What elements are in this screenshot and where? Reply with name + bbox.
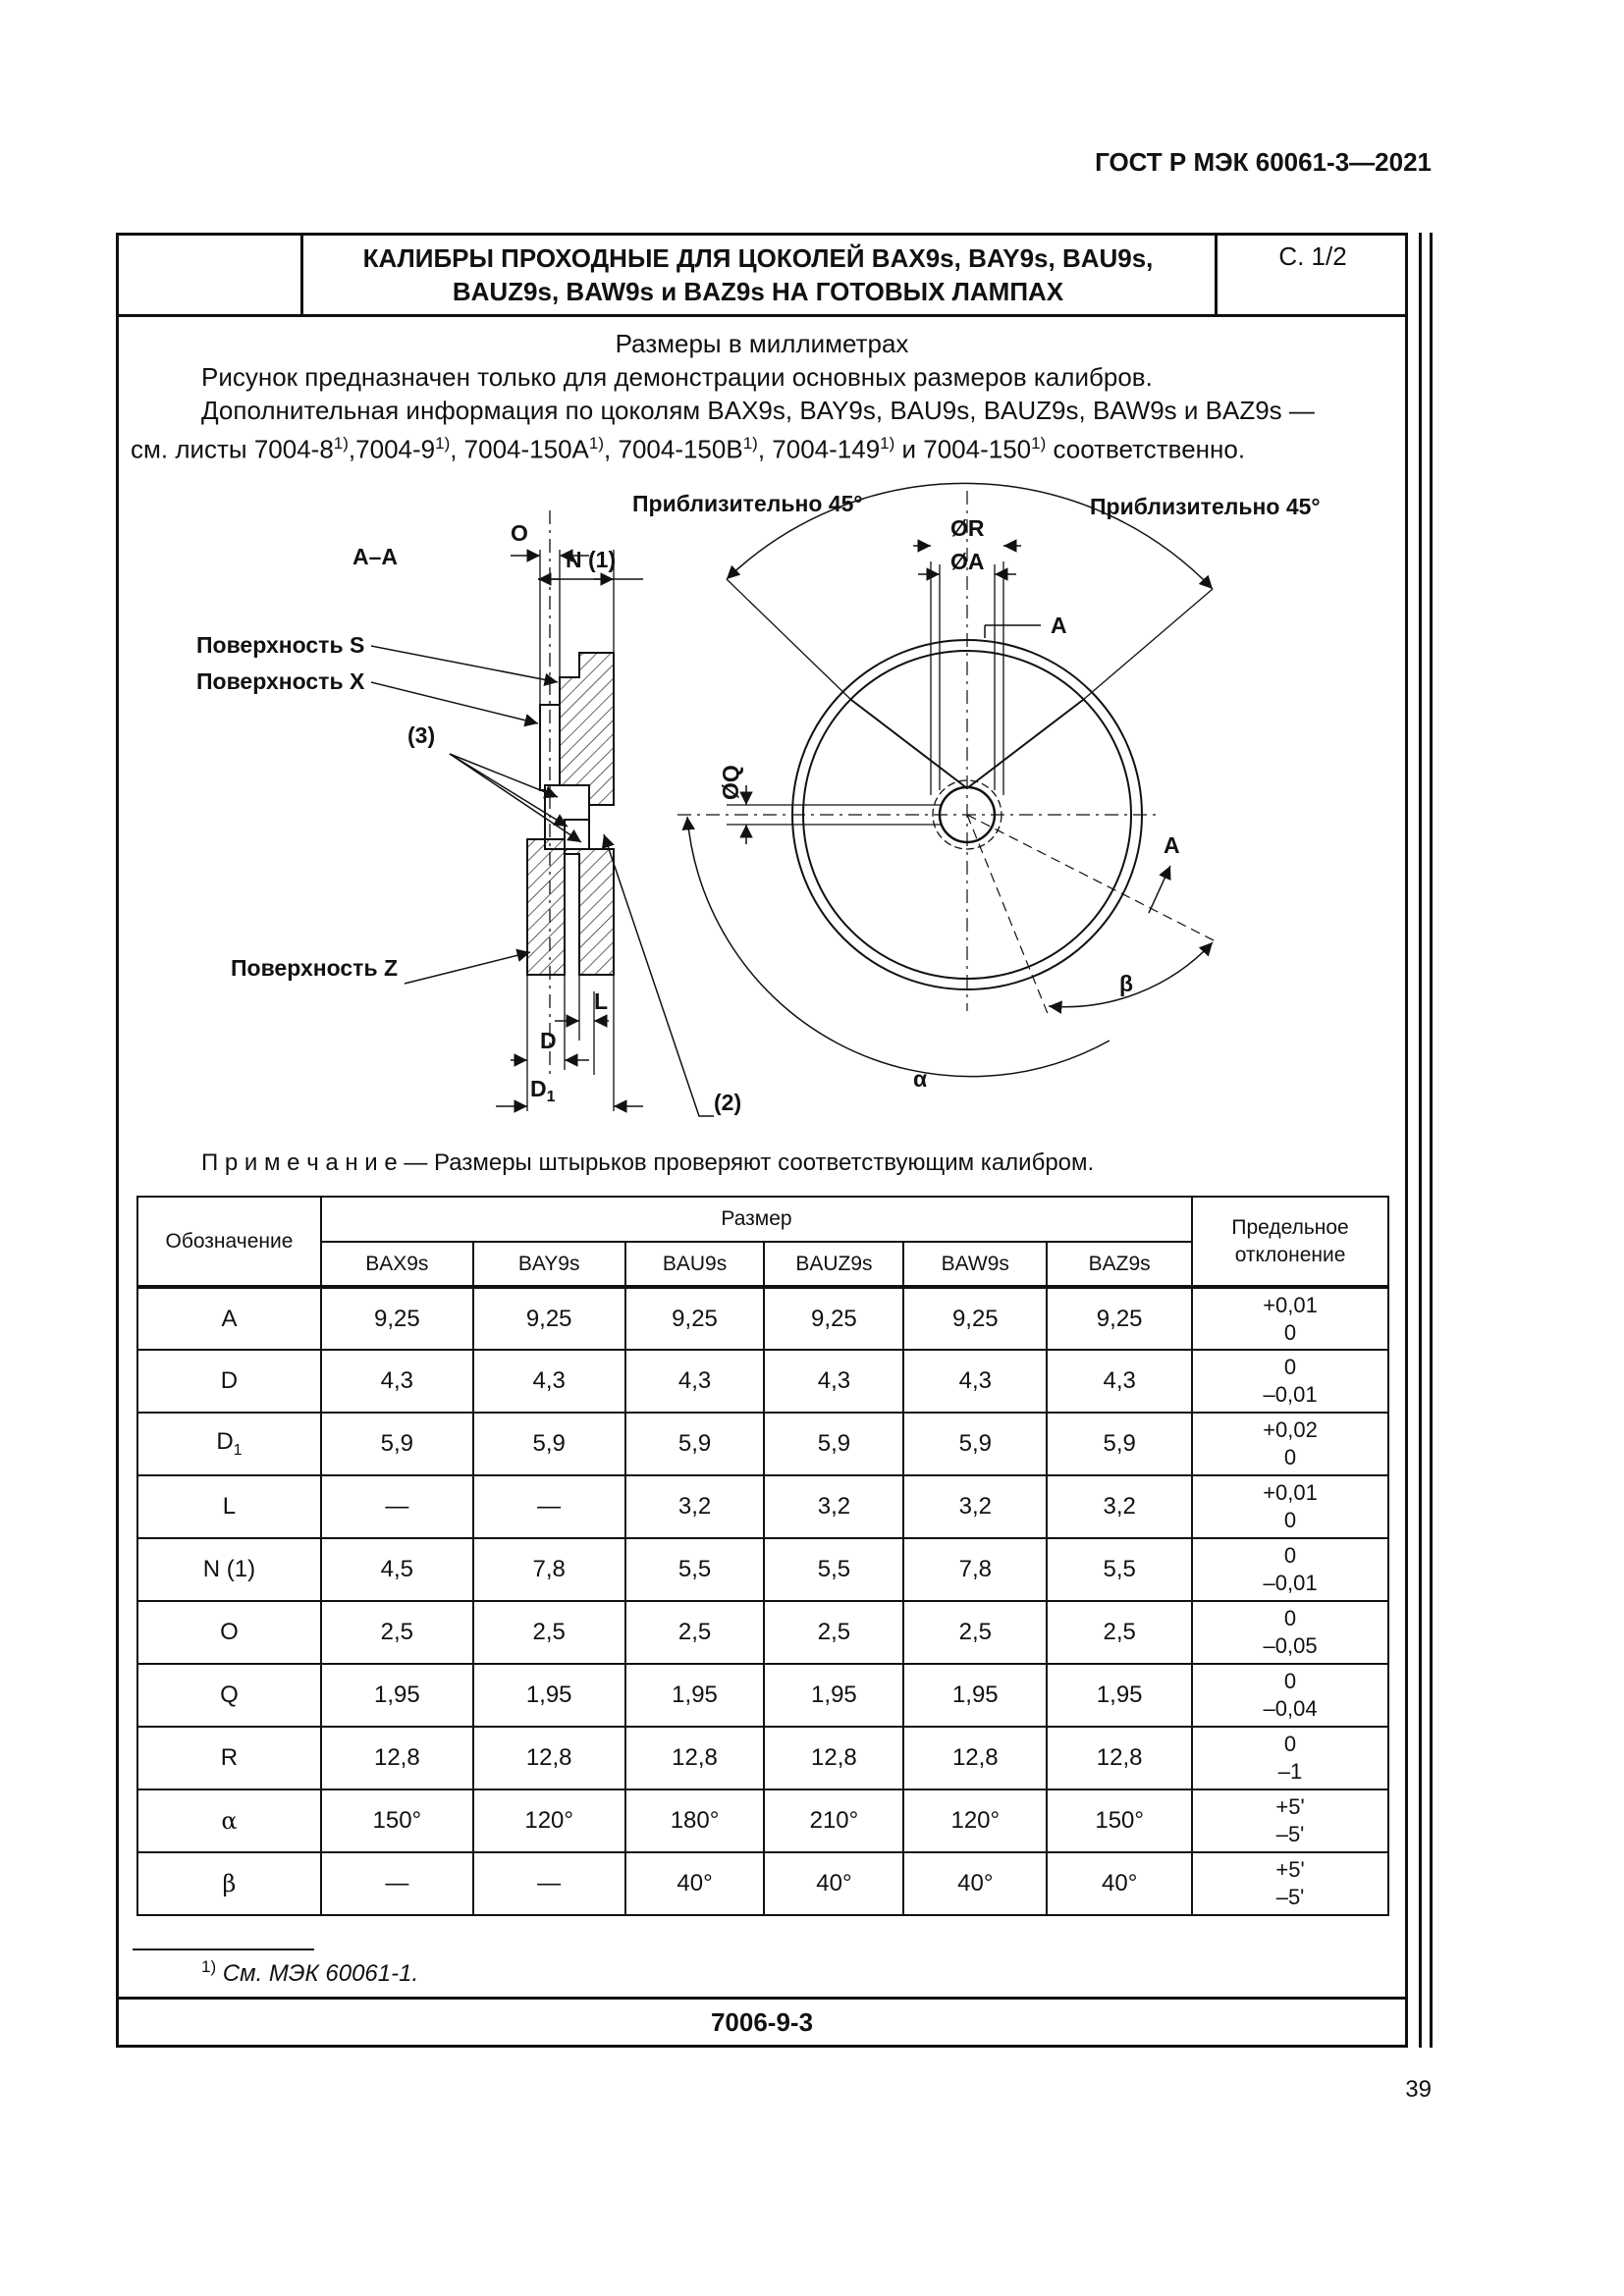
column-header: BAZ9s <box>1047 1242 1192 1287</box>
dim-n-label: N (1) <box>566 547 617 572</box>
value-cell: 120° <box>903 1789 1047 1852</box>
alpha-label: α <box>913 1066 928 1092</box>
section-a-right-label: A <box>1164 832 1180 858</box>
header-size: Размер <box>321 1197 1192 1242</box>
value-cell: 5,5 <box>625 1538 765 1601</box>
footnote: $^{1)}$ См. МЭК 60061-1. <box>201 1957 419 1987</box>
designation-cell: O <box>137 1601 321 1664</box>
dim-r-label: ØR <box>950 515 985 541</box>
front-view <box>677 483 1218 1076</box>
purpose-text: Рисунок предназначен только для демонстрации основных размеров калибров. <box>201 362 1153 392</box>
dim-a-label: ØA <box>950 549 985 574</box>
tolerance-cell: +0,01 0 <box>1192 1475 1388 1538</box>
column-header: BAU9s <box>625 1242 765 1287</box>
dimensions-note: Размеры в миллиметрах <box>615 329 909 358</box>
table-row <box>137 1664 1388 1727</box>
column-header: BAW9s <box>903 1242 1047 1287</box>
column-header: BAX9s <box>321 1242 473 1287</box>
table-row <box>137 1789 1388 1852</box>
table-row <box>137 1852 1388 1915</box>
table-row <box>137 1287 1388 1350</box>
value-cell: 3,2 <box>625 1475 765 1538</box>
designation-cell: α <box>137 1789 321 1852</box>
value-cell: 9,25 <box>321 1287 473 1350</box>
value-cell: — <box>473 1852 625 1915</box>
designation-cell: D <box>137 1350 321 1413</box>
table-row <box>137 1538 1388 1601</box>
info-text-line1: Дополнительная информация по цоколям BAX9s, BAY9s, BAU9s, BAUZ9s, BAW9s и BAZ9s — <box>201 396 1315 425</box>
value-cell: 2,5 <box>1047 1601 1192 1664</box>
value-cell: 150° <box>321 1789 473 1852</box>
value-cell: — <box>321 1852 473 1915</box>
dim-d-label: D <box>540 1028 557 1053</box>
value-cell: 1,95 <box>473 1664 625 1727</box>
dimensions-table <box>136 1196 1389 1916</box>
section-a-top-label: A <box>1051 613 1067 638</box>
value-cell: 2,5 <box>764 1601 903 1664</box>
value-cell: 40° <box>1047 1852 1192 1915</box>
tolerance-cell: 0 –0,04 <box>1192 1664 1388 1727</box>
value-cell: 1,95 <box>321 1664 473 1727</box>
designation-cell: N (1) <box>137 1538 321 1601</box>
value-cell: 9,25 <box>764 1287 903 1350</box>
tolerance-cell: 0 –0,05 <box>1192 1601 1388 1664</box>
value-cell: 5,9 <box>625 1413 765 1475</box>
dim-l-label: L <box>594 988 609 1014</box>
table-note: П р и м е ч а н и е — Размеры штырьков проверяют соответствующим калибром. <box>201 1149 1095 1176</box>
value-cell: 5,9 <box>473 1413 625 1475</box>
value-cell: 12,8 <box>764 1727 903 1789</box>
column-header: BAY9s <box>473 1242 625 1287</box>
value-cell: 3,2 <box>903 1475 1047 1538</box>
header-designation: Обозначение <box>137 1197 321 1287</box>
value-cell: 120° <box>473 1789 625 1852</box>
value-cell: 4,3 <box>625 1350 765 1413</box>
value-cell: 4,3 <box>764 1350 903 1413</box>
value-cell: 1,95 <box>625 1664 765 1727</box>
section-labels <box>196 520 741 1115</box>
value-cell: — <box>321 1475 473 1538</box>
value-cell: 9,25 <box>625 1287 765 1350</box>
tolerance-cell: +5' –5' <box>1192 1789 1388 1852</box>
surface-s-label: Поверхность S <box>196 632 365 658</box>
designation-cell: R <box>137 1727 321 1789</box>
value-cell: 1,95 <box>1047 1664 1192 1727</box>
value-cell: 12,8 <box>321 1727 473 1789</box>
designation-cell: β <box>137 1852 321 1915</box>
surface-z-label: Поверхность Z <box>231 955 399 981</box>
value-cell: 12,8 <box>473 1727 625 1789</box>
value-cell: 2,5 <box>625 1601 765 1664</box>
designation-cell: $D_1$ <box>137 1413 321 1475</box>
value-cell: 4,5 <box>321 1538 473 1601</box>
note-3-label: (3) <box>407 722 436 748</box>
value-cell: 150° <box>1047 1789 1192 1852</box>
tolerance-cell: +5' –5' <box>1192 1852 1388 1915</box>
sheet-title-line: КАЛИБРЫ ПРОХОДНЫЕ ДЛЯ ЦОКОЛЕЙ BAX9s, BAY9s, BAU9s, <box>362 243 1154 273</box>
value-cell: 5,9 <box>903 1413 1047 1475</box>
value-cell: 4,3 <box>1047 1350 1192 1413</box>
value-cell: 5,9 <box>321 1413 473 1475</box>
value-cell: 4,3 <box>903 1350 1047 1413</box>
info-text-line2: см. листы 7004-8$^{1)}$,7004-9$^{1)}$, $7004-150A^{1)}$, $7004-150B^{1)}$, 7004-149$^{1)}$ и 7004-150$^{1)}$ соответственно. <box>131 434 1246 464</box>
table-row <box>137 1601 1388 1664</box>
value-cell: 180° <box>625 1789 765 1852</box>
dim-o-label: O <box>511 520 528 546</box>
value-cell: 5,5 <box>764 1538 903 1601</box>
table-row <box>137 1727 1388 1789</box>
value-cell: 9,25 <box>1047 1287 1192 1350</box>
tolerance-cell: 0 –0,01 <box>1192 1350 1388 1413</box>
tolerance-cell: 0 –1 <box>1192 1727 1388 1789</box>
table-row <box>137 1413 1388 1475</box>
value-cell: 1,95 <box>903 1664 1047 1727</box>
value-cell: 7,8 <box>473 1538 625 1601</box>
footer-divider <box>116 1997 1408 2000</box>
header-tolerance: Предельное отклонение <box>1192 1197 1388 1287</box>
value-cell: 12,8 <box>625 1727 765 1789</box>
value-cell: 40° <box>625 1852 765 1915</box>
value-cell: 4,3 <box>321 1350 473 1413</box>
value-cell: 40° <box>903 1852 1047 1915</box>
value-cell: — <box>473 1475 625 1538</box>
value-cell: 5,5 <box>1047 1538 1192 1601</box>
sheet-code: 7006-9-3 <box>710 2007 814 2037</box>
value-cell: 12,8 <box>903 1727 1047 1789</box>
designation-cell: A <box>137 1287 321 1350</box>
tolerance-cell: 0 –0,01 <box>1192 1538 1388 1601</box>
value-cell: 2,5 <box>321 1601 473 1664</box>
note-2-label: (2) <box>714 1090 742 1115</box>
value-cell: 2,5 <box>903 1601 1047 1664</box>
dim-d1-label: $D_1$ <box>530 1076 556 1105</box>
section-dimensions <box>496 556 643 1106</box>
dim-q-label: ØQ <box>718 765 743 800</box>
footnote-divider <box>133 1949 314 1950</box>
value-cell: 9,25 <box>473 1287 625 1350</box>
value-cell: 3,2 <box>764 1475 903 1538</box>
value-cell: 2,5 <box>473 1601 625 1664</box>
surface-x-label: Поверхность X <box>196 668 365 694</box>
value-cell: 5,9 <box>1047 1413 1192 1475</box>
tolerance-cell: +0,02 0 <box>1192 1413 1388 1475</box>
value-cell: 12,8 <box>1047 1727 1192 1789</box>
value-cell: 1,95 <box>764 1664 903 1727</box>
beta-label: β <box>1119 971 1134 996</box>
sheet-title-line: BAUZ9s, BAW9s и BAZ9s НА ГОТОВЫХ ЛАМПАХ <box>452 277 1064 306</box>
table-row <box>137 1475 1388 1538</box>
value-cell: 210° <box>764 1789 903 1852</box>
value-cell: 3,2 <box>1047 1475 1192 1538</box>
standard-number: ГОСТ Р МЭК 60061-3—2021 <box>1095 147 1432 177</box>
designation-cell: Q <box>137 1664 321 1727</box>
value-cell: 7,8 <box>903 1538 1047 1601</box>
column-header: BAUZ9s <box>764 1242 903 1287</box>
value-cell: 5,9 <box>764 1413 903 1475</box>
value-cell: 4,3 <box>473 1350 625 1413</box>
designation-cell: L <box>137 1475 321 1538</box>
tolerance-cell: +0,01 0 <box>1192 1287 1388 1350</box>
value-cell: 40° <box>764 1852 903 1915</box>
approx-45-right-label: Приблизительно 45° <box>1090 494 1321 519</box>
value-cell: 9,25 <box>903 1287 1047 1350</box>
table-row <box>137 1350 1388 1413</box>
page-number: 39 <box>1405 2076 1432 2103</box>
front-labels <box>632 491 1321 1092</box>
sheet-page-label: С. 1/2 <box>1278 241 1347 271</box>
section-label: A–A <box>352 544 399 569</box>
approx-45-left-label: Приблизительно 45° <box>632 491 863 516</box>
